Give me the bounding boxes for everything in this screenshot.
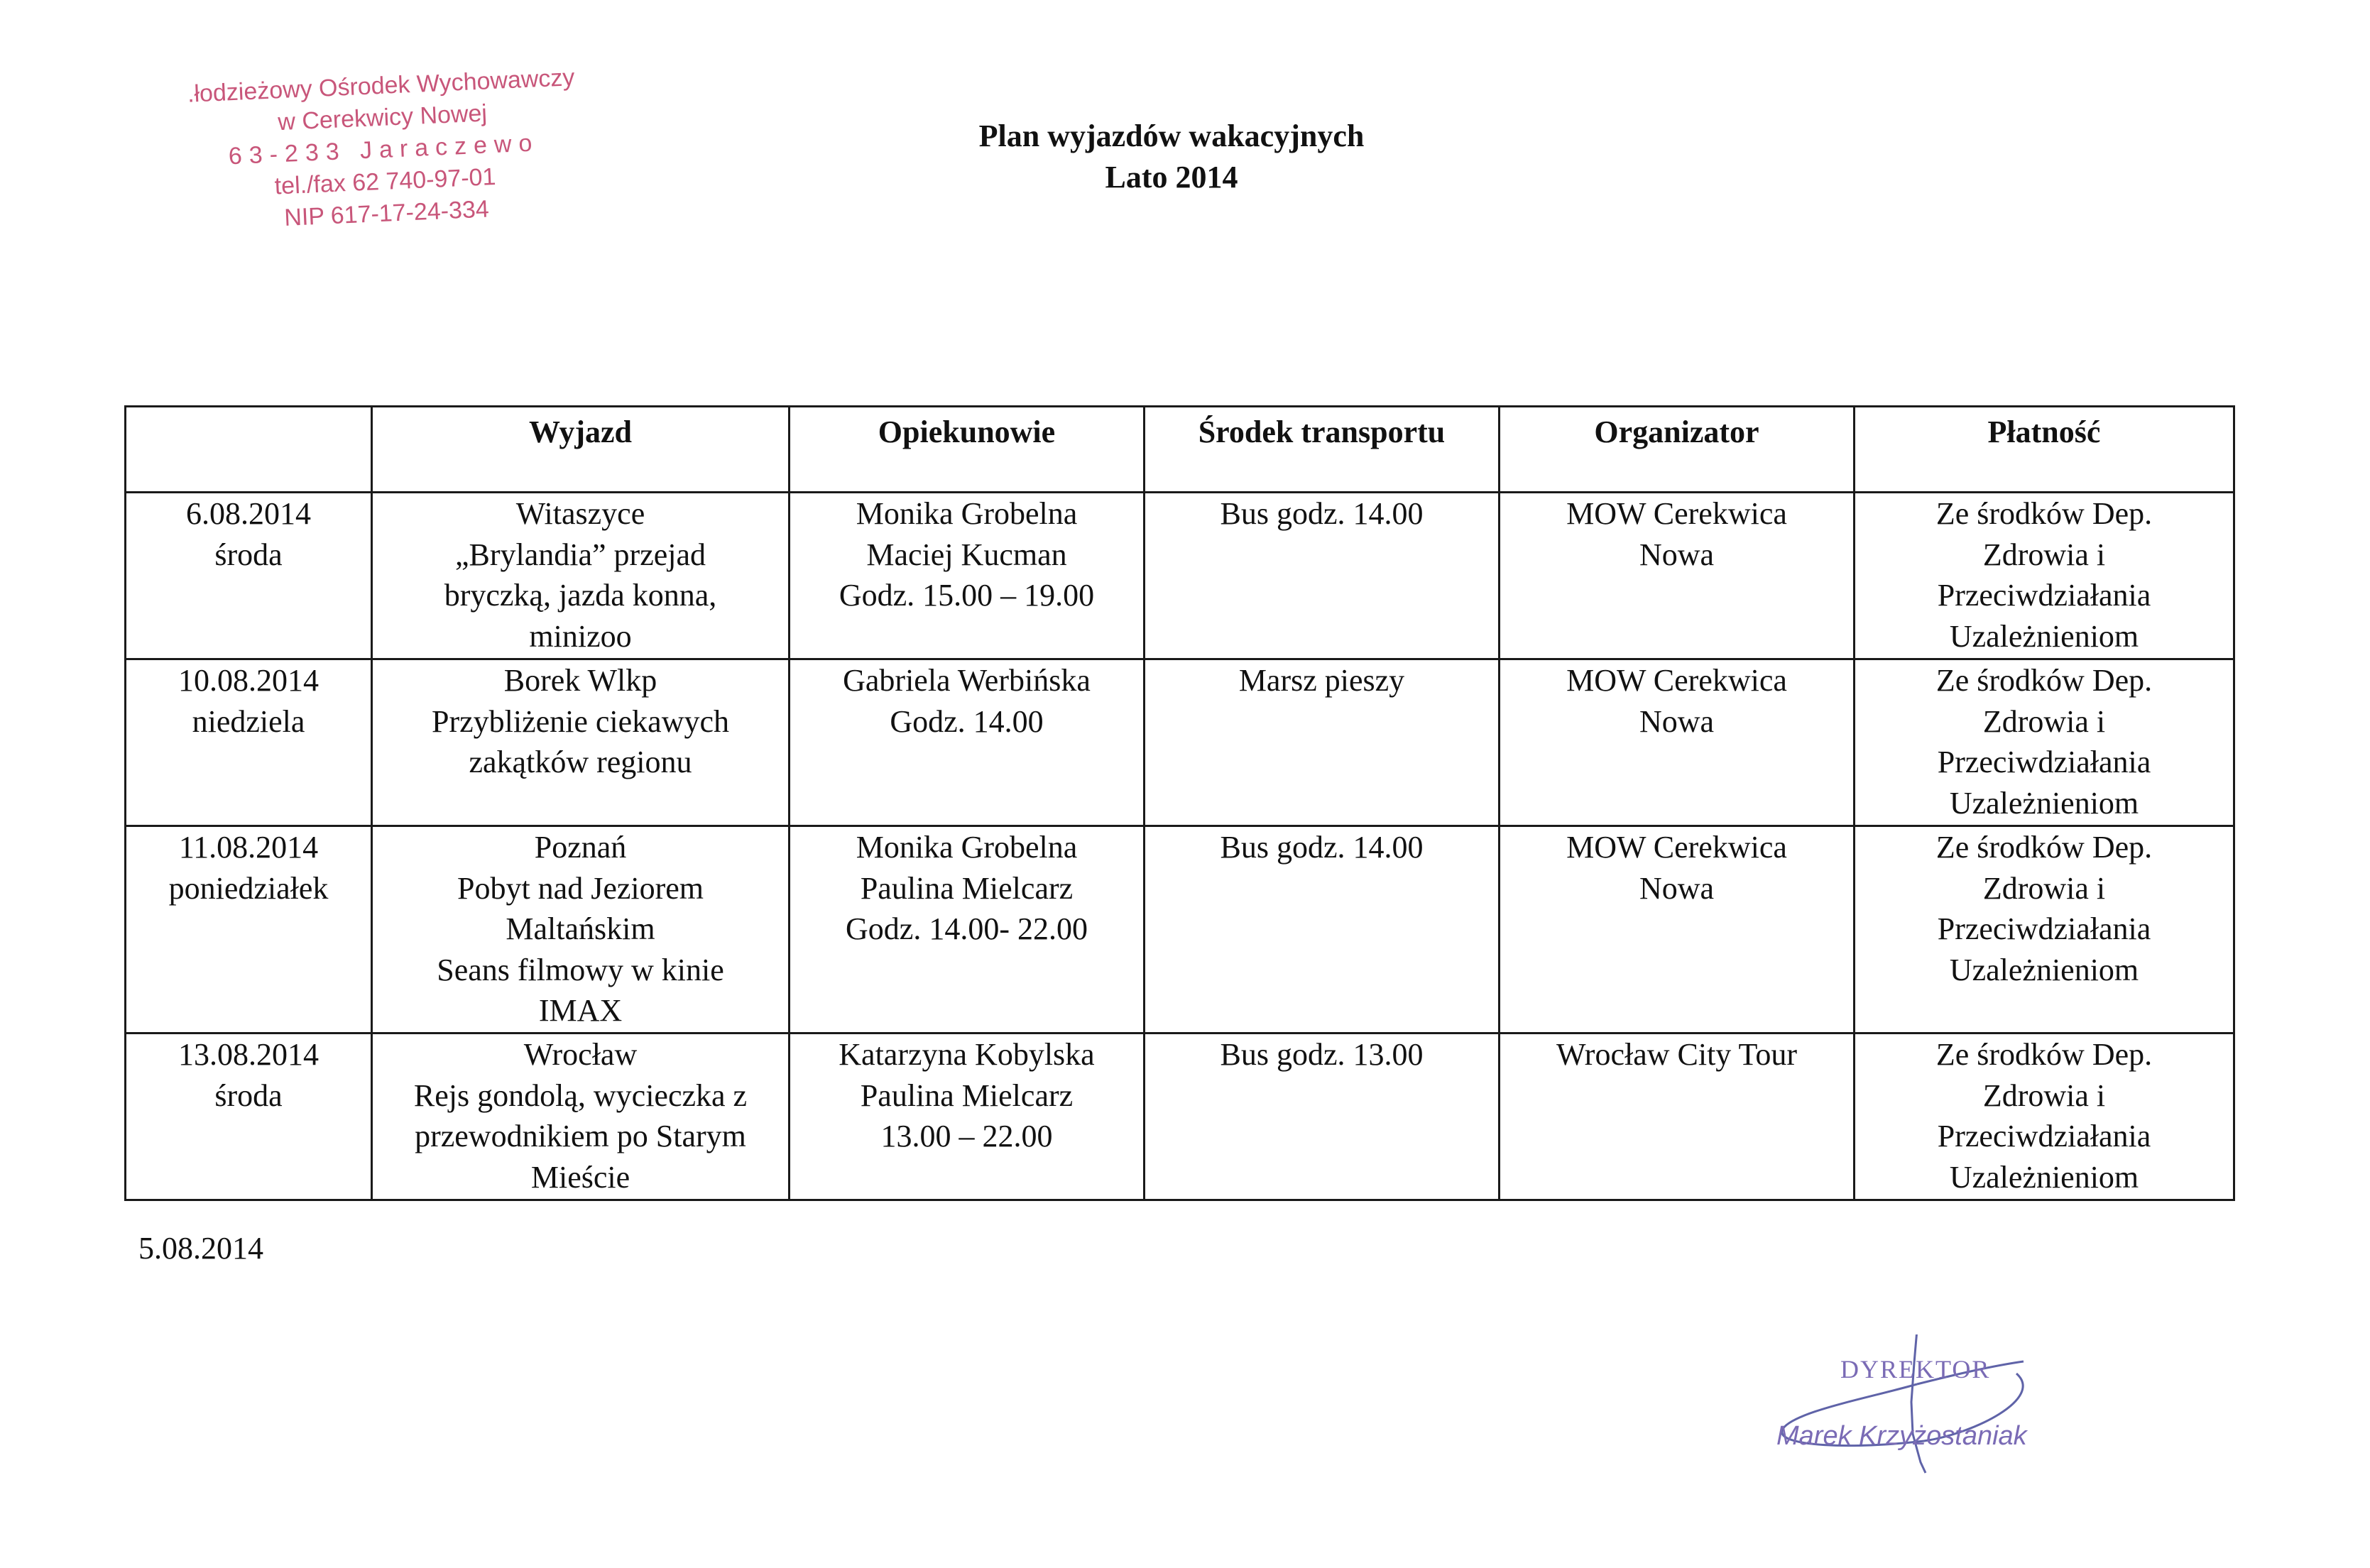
cell-line: Ze środków Dep. bbox=[1935, 1037, 2153, 1072]
table-row bbox=[126, 826, 2234, 1034]
cell-date bbox=[126, 1034, 372, 1200]
cell-line: Nowa bbox=[1639, 537, 1715, 572]
cell-line: Nowa bbox=[1639, 870, 1715, 906]
signature-role: DYREKTOR bbox=[1840, 1355, 1991, 1383]
cell-line: 6.08.2014 bbox=[186, 496, 311, 531]
cell-transport bbox=[1145, 493, 1500, 659]
cell-line: Zdrowia i bbox=[1982, 703, 2106, 739]
cell-line: Przeciwdziałania bbox=[1937, 745, 2151, 779]
institution-stamp bbox=[168, 61, 600, 239]
cell-line: zakątków regionu bbox=[469, 745, 692, 779]
cell-payment bbox=[1855, 659, 2234, 826]
cell-organizer bbox=[1500, 826, 1855, 1034]
header-guardians: Opiekunowie bbox=[790, 407, 1145, 493]
cell-line: Maltańskim bbox=[506, 911, 655, 946]
cell-line: Pobyt nad Jeziorem bbox=[457, 870, 704, 906]
cell-line: Przeciwdziałania bbox=[1937, 578, 2151, 613]
cell-line: Bus godz. 14.00 bbox=[1220, 496, 1424, 531]
cell-line: Poznań bbox=[534, 830, 627, 865]
cell-line: Monika Grobelna bbox=[856, 496, 1078, 531]
cell-line: „Brylandia” przejad bbox=[454, 537, 706, 572]
cell-line: 10.08.2014 bbox=[178, 663, 319, 698]
cell-line: Katarzyna Kobylska bbox=[839, 1037, 1095, 1072]
cell-guardians bbox=[790, 493, 1145, 659]
cell-line: Ze środków Dep. bbox=[1935, 830, 2153, 865]
cell-line: Seans filmowy w kinie bbox=[437, 952, 724, 987]
cell-line: środa bbox=[214, 537, 283, 572]
cell-trip bbox=[372, 493, 790, 659]
cell-line: Przeciwdziałania bbox=[1937, 911, 2151, 946]
cell-line: Gabriela Werbińska bbox=[843, 663, 1091, 698]
trips-table bbox=[124, 405, 2235, 1201]
cell-line: środa bbox=[214, 1078, 283, 1113]
cell-line: MOW Cerekwica bbox=[1566, 663, 1787, 698]
cell-payment bbox=[1855, 826, 2234, 1034]
cell-line: IMAX bbox=[538, 993, 623, 1028]
cell-organizer bbox=[1500, 493, 1855, 659]
cell-line: Uzależnieniom bbox=[1949, 1159, 2139, 1195]
document-date: 5.08.2014 bbox=[138, 1231, 263, 1266]
cell-line: 13.00 – 22.00 bbox=[880, 1119, 1053, 1153]
cell-line: Zdrowia i bbox=[1982, 537, 2106, 572]
document-heading bbox=[746, 116, 1598, 198]
cell-line: Ze środków Dep. bbox=[1935, 496, 2153, 531]
cell-trip bbox=[372, 826, 790, 1034]
cell-guardians bbox=[790, 1034, 1145, 1200]
cell-line: Uzależnieniom bbox=[1949, 952, 2139, 987]
cell-guardians bbox=[790, 826, 1145, 1034]
cell-line: Mieście bbox=[530, 1159, 630, 1195]
header-date bbox=[126, 407, 372, 493]
cell-line: Rejs gondolą, wycieczka z bbox=[413, 1078, 748, 1113]
cell-line: niedziela bbox=[192, 703, 305, 739]
cell-date bbox=[126, 826, 372, 1034]
cell-line: Bus godz. 14.00 bbox=[1220, 830, 1424, 865]
stamp-line: NIP 617-17-24-334 bbox=[283, 195, 490, 231]
cell-line: Wrocław City Tour bbox=[1556, 1037, 1797, 1072]
cell-line: Paulina Mielcarz bbox=[860, 870, 1074, 906]
cell-line: poniedziałek bbox=[168, 870, 329, 906]
cell-line: Godz. 14.00- 22.00 bbox=[846, 911, 1088, 946]
header-trip: Wyjazd bbox=[372, 407, 790, 493]
cell-trip bbox=[372, 659, 790, 826]
stamp-line: w Cerekwicy Nowej bbox=[277, 99, 488, 136]
cell-line: 11.08.2014 bbox=[178, 830, 319, 865]
cell-line: Nowa bbox=[1639, 703, 1715, 739]
cell-line: Uzależnieniom bbox=[1949, 785, 2139, 821]
table-row bbox=[126, 659, 2234, 826]
cell-line: Monika Grobelna bbox=[856, 830, 1078, 865]
header-organizer: Organizator bbox=[1500, 407, 1855, 493]
cell-line: Ze środków Dep. bbox=[1935, 663, 2153, 698]
cell-line: Godz. 15.00 – 19.00 bbox=[839, 578, 1095, 613]
cell-transport bbox=[1145, 659, 1500, 826]
cell-line: Borek Wlkp bbox=[503, 663, 657, 698]
cell-line: minizoo bbox=[529, 618, 632, 654]
cell-line: Bus godz. 13.00 bbox=[1220, 1037, 1424, 1072]
cell-line: MOW Cerekwica bbox=[1566, 496, 1787, 531]
table-row bbox=[126, 1034, 2234, 1200]
header-payment: Płatność bbox=[1855, 407, 2234, 493]
cell-line: bryczką, jazda konna, bbox=[444, 578, 717, 613]
cell-line: Uzależnieniom bbox=[1949, 618, 2139, 654]
cell-line: Paulina Mielcarz bbox=[860, 1078, 1074, 1113]
cell-line: Maciej Kucman bbox=[866, 537, 1067, 572]
header-transport: Środek transportu bbox=[1145, 407, 1500, 493]
cell-date bbox=[126, 493, 372, 659]
cell-payment bbox=[1855, 493, 2234, 659]
cell-line: MOW Cerekwica bbox=[1566, 830, 1787, 865]
stamp-line: 63-233 Jaraczewo bbox=[228, 129, 540, 170]
cell-line: 13.08.2014 bbox=[178, 1037, 319, 1072]
cell-line: Zdrowia i bbox=[1982, 1078, 2106, 1113]
cell-line: Przeciwdziałania bbox=[1937, 1119, 2151, 1153]
cell-line: przewodnikiem po Starym bbox=[415, 1119, 746, 1153]
cell-line: Wrocław bbox=[523, 1037, 638, 1072]
cell-guardians bbox=[790, 659, 1145, 826]
cell-organizer bbox=[1500, 1034, 1855, 1200]
cell-line: Zdrowia i bbox=[1982, 870, 2106, 906]
cell-transport bbox=[1145, 826, 1500, 1034]
signature-name: Marek Krzyżostaniak bbox=[1776, 1421, 2027, 1451]
stamp-line: .łodzieżowy Ośrodek Wychowawczy bbox=[187, 64, 576, 108]
cell-line: Marsz pieszy bbox=[1238, 663, 1405, 698]
cell-organizer bbox=[1500, 659, 1855, 826]
table-row bbox=[126, 493, 2234, 659]
document-title: Plan wyjazdów wakacyjnych bbox=[978, 119, 1365, 153]
cell-line: Godz. 14.00 bbox=[890, 703, 1044, 739]
cell-line: Przybliżenie ciekawych bbox=[431, 703, 730, 739]
director-signature bbox=[1761, 1334, 2158, 1476]
cell-date bbox=[126, 659, 372, 826]
cell-payment bbox=[1855, 1034, 2234, 1200]
cell-line: Witaszyce bbox=[515, 496, 645, 531]
stamp-line: tel./fax 62 740-97-01 bbox=[273, 163, 497, 200]
cell-transport bbox=[1145, 1034, 1500, 1200]
document-subtitle: Lato 2014 bbox=[1105, 160, 1238, 194]
cell-trip bbox=[372, 1034, 790, 1200]
table-header-row bbox=[126, 407, 2234, 493]
